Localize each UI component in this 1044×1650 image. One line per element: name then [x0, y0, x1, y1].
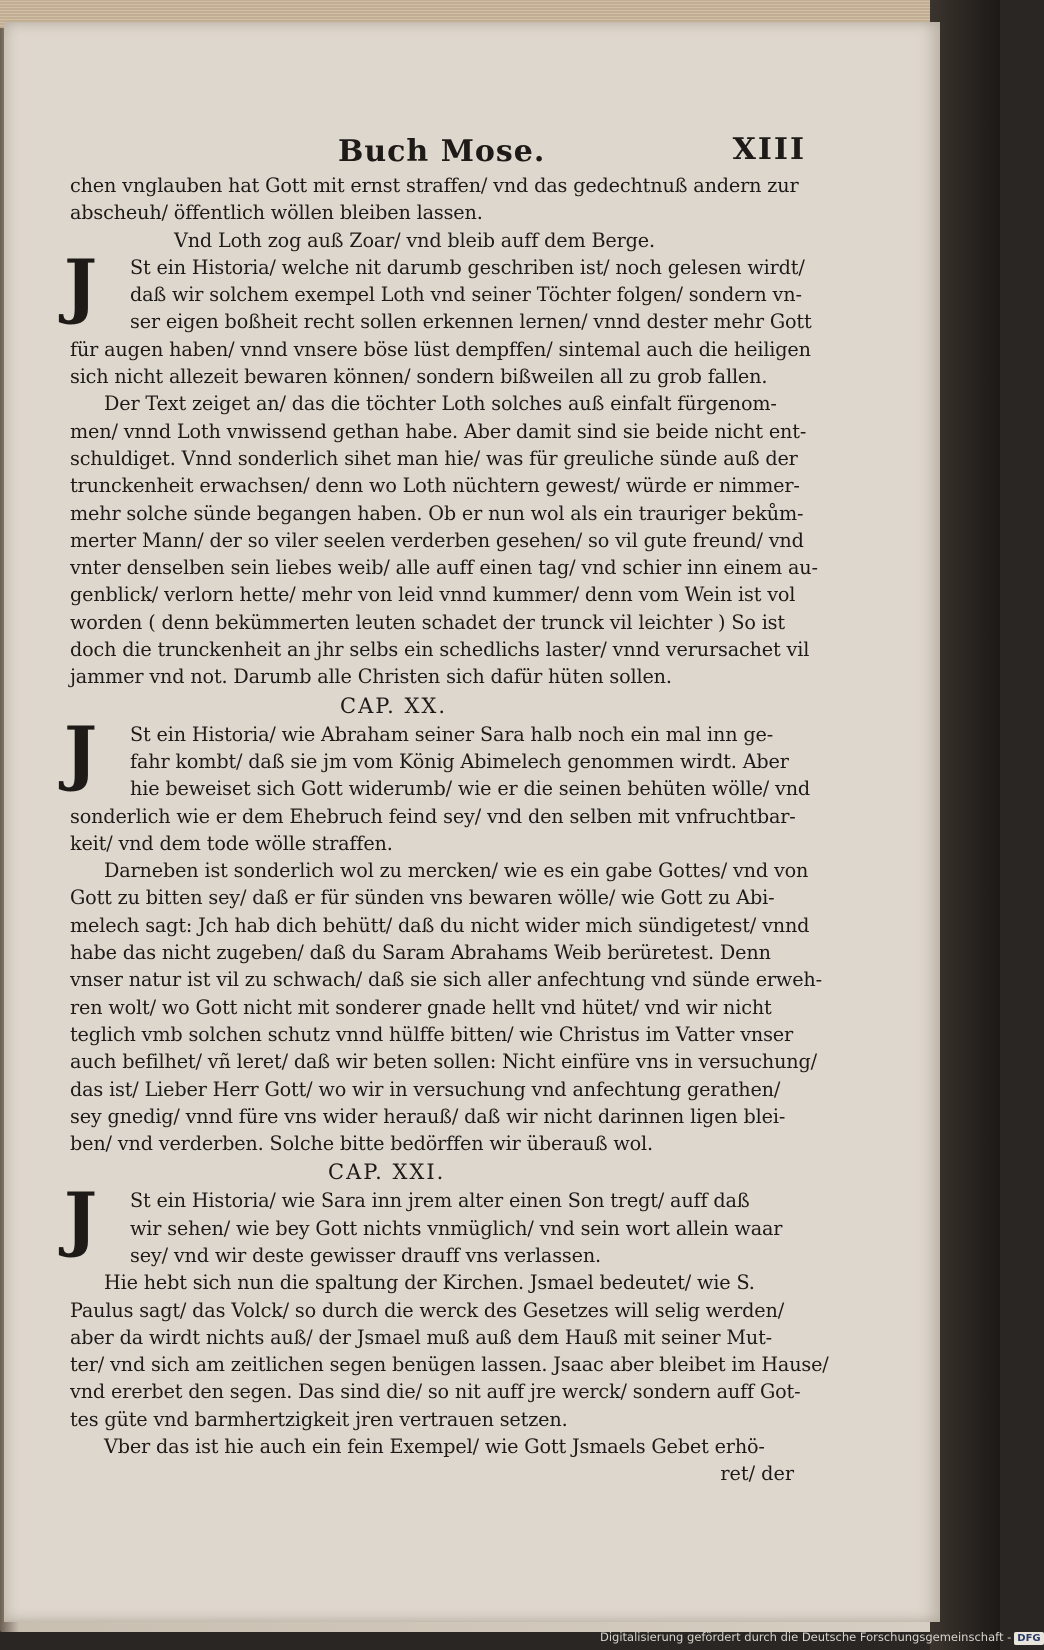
text-line: ter/ vnd sich am zeitlichen segen benügen lassen. Jsaac aber bleibet im Hause/ — [70, 1353, 829, 1377]
text-line: ser eigen boßheit recht sollen erkennen lernen/ vnnd dester mehr Gott — [130, 310, 812, 334]
text-line: St ein Historia/ wie Abraham seiner Sara halb noch ein mal inn ge- — [130, 722, 774, 746]
drop-initial: J — [64, 1177, 98, 1261]
text-line: tes güte vnd barmhertzigkeit jren vertrauen setzen. — [70, 1407, 568, 1431]
text-line: Hie hebt sich nun die spaltung der Kirchen. Jsmael bedeutet/ wie S. — [104, 1271, 755, 1295]
text-line: trunckenheit erwachsen/ denn wo Loth nüchtern gewest/ würde er nimmer- — [70, 474, 800, 498]
text-line: Der Text zeiget an/ das die töchter Loth solches auß einfalt fürgenom- — [104, 392, 777, 416]
text-line: Paulus sagt/ das Volck/ so durch die werck des Gesetzes will selig werden/ — [70, 1298, 785, 1322]
paragraph-initial — [64, 710, 811, 857]
text-line: aber da wirdt nichts auß/ der Jsmael muß auß dem Hauß mit seiner Mut- — [70, 1325, 772, 1349]
text-line: merter Mann/ der so viler seelen verderben gesehen/ so vil gute freund/ vnd — [70, 528, 804, 552]
text-line: sich nicht allezeit bewaren können/ sondern bißweilen all zu grob fallen. — [70, 365, 768, 389]
text-line: mehr solche sünde begangen haben. Ob er nun wol als ein trauriger bekům- — [70, 501, 804, 525]
text-line: chen vnglauben hat Gott mit ernst straffen/ vnd das gedechtnuß andern zur — [70, 174, 799, 197]
text-line: keit/ vnd dem tode wölle straffen. — [70, 831, 393, 855]
catchword: ret/ der — [720, 1462, 794, 1486]
text-block — [64, 122, 829, 1487]
page-header — [70, 122, 804, 172]
paragraph — [70, 390, 818, 690]
drop-initial: J — [64, 243, 98, 327]
text-line: vnter denselben sein liebes weib/ alle auff einen tag/ vnd schier inn einem au- — [70, 556, 818, 580]
text-line: das ist/ Lieber Herr Gott/ wo wir in versuchung vnd anfechtung gerathen/ — [70, 1077, 781, 1101]
paragraph — [70, 857, 822, 1157]
text-line: sonderlich wie er dem Ehebruch feind sey/ vnd den selben mit vnfruchtbar- — [70, 804, 796, 828]
chapter-heading: CAP. XXI. — [328, 1160, 446, 1185]
text-line: vnser natur ist vil zu schwach/ daß sie sich aller anfechtung vnd sünde erweh- — [70, 968, 822, 992]
text-line: hie beweiset sich Gott widerumb/ wie er die seinen behüten wölle/ vnd — [130, 777, 811, 801]
text-line: fahr kombt/ daß sie jm vom König Abimelech genommen wirdt. Aber — [130, 749, 789, 773]
drop-initial: J — [64, 710, 98, 794]
paragraph — [70, 1269, 829, 1433]
text-line: für augen haben/ vnnd vnsere böse lüst dempffen/ sintemal auch die heiligen — [70, 337, 811, 361]
folio-number: XIII — [732, 132, 806, 167]
text-line: ren wolt/ wo Gott nicht mit sonderer gnade hellt vnd hütet/ vnd wir nicht — [70, 995, 772, 1019]
text-line: jammer vnd not. Darumb alle Christen sich dafür hüten sollen. — [70, 665, 672, 689]
text-line: St ein Historia/ welche nit darumb geschriben ist/ noch gelesen wirdt/ — [130, 255, 805, 279]
paragraph-initial — [64, 1177, 804, 1269]
text-line: habe das nicht zugeben/ daß du Saram Abrahams Weib berüretest. Denn — [70, 941, 771, 965]
text-line: sey/ vnd wir deste gewisser drauff vns verlassen. — [130, 1243, 601, 1267]
text-line: ben/ vnd verderben. Solche bitte bedörffen wir überauß wol. — [70, 1132, 653, 1156]
text-line: teglich vmb solchen schutz vnnd hülffe bitten/ wie Christus im Vatter vnser — [70, 1022, 794, 1046]
text-line: melech sagt: Jch hab dich behütt/ daß du nicht wider mich sündigetest/ vnnd — [70, 913, 810, 937]
text-line: Vber das ist hie auch ein fein Exempel/ wie Gott Jsmaels Gebet erhö- — [104, 1435, 765, 1459]
paragraph — [70, 1433, 804, 1460]
text-line: vnd ererbet den segen. Das sind die/ so nit auff jre werck/ sondern auff Got- — [70, 1380, 801, 1404]
text-line: abscheuh/ öffentlich wöllen bleiben lassen. — [70, 201, 483, 225]
text-line: auch befilhet/ vñ leret/ daß wir beten sollen: Nicht einfüre vns in versuchung/ — [70, 1050, 817, 1074]
text-line: wir sehen/ wie bey Gott nichts vnmüglich/ vnd sein wort allein waar — [130, 1216, 783, 1240]
text-line: worden ( denn bekümmerten leuten schadet der trunck vil leichter ) So ist — [70, 610, 785, 634]
text-line: Gott zu bitten sey/ daß er für sünden vns bewaren wölle/ wie Gott zu Abi- — [70, 886, 775, 910]
text-line: daß wir solchem exempel Loth vnd seiner Töchter folgen/ sondern vn- — [130, 283, 802, 307]
credit-text: Digitalisierung gefördert durch die Deutsche Forschungsgemeinschaft - — [600, 1630, 1012, 1644]
dfg-logo: DFG — [1014, 1632, 1043, 1645]
verse-heading: Vnd Loth zog auß Zoar/ vnd bleib auff dem Berge. — [174, 228, 655, 252]
spine-shadow — [930, 0, 1000, 1650]
digitization-credit — [600, 1630, 1044, 1645]
text-line: St ein Historia/ wie Sara inn jrem alter einen Son tregt/ auff daß — [130, 1189, 750, 1213]
text-line: Darneben ist sonderlich wol zu mercken/ wie es ein gabe Gottes/ vnd von — [104, 859, 809, 883]
book-page — [4, 22, 940, 1622]
paragraph-initial — [64, 243, 812, 390]
text-line: genblick/ verlorn hette/ mehr von leid vnnd kummer/ denn vom Wein ist vol — [70, 583, 796, 607]
text-line: schuldiget. Vnnd sonderlich sihet man hie/ was für greuliche sünde auß der — [70, 446, 798, 470]
chapter-heading: CAP. XX. — [340, 693, 448, 718]
running-head: Buch Mose. — [338, 134, 546, 169]
text-line: sey gnedig/ vnnd füre vns wider herauß/ daß wir nicht darinnen ligen blei- — [70, 1104, 786, 1128]
text-line: doch die trunckenheit an jhr selbs ein schedlichs laster/ vnnd verursachet vil — [70, 638, 810, 662]
text-line: men/ vnnd Loth vnwissend gethan habe. Aber damit sind sie beide nicht ent- — [70, 419, 807, 443]
